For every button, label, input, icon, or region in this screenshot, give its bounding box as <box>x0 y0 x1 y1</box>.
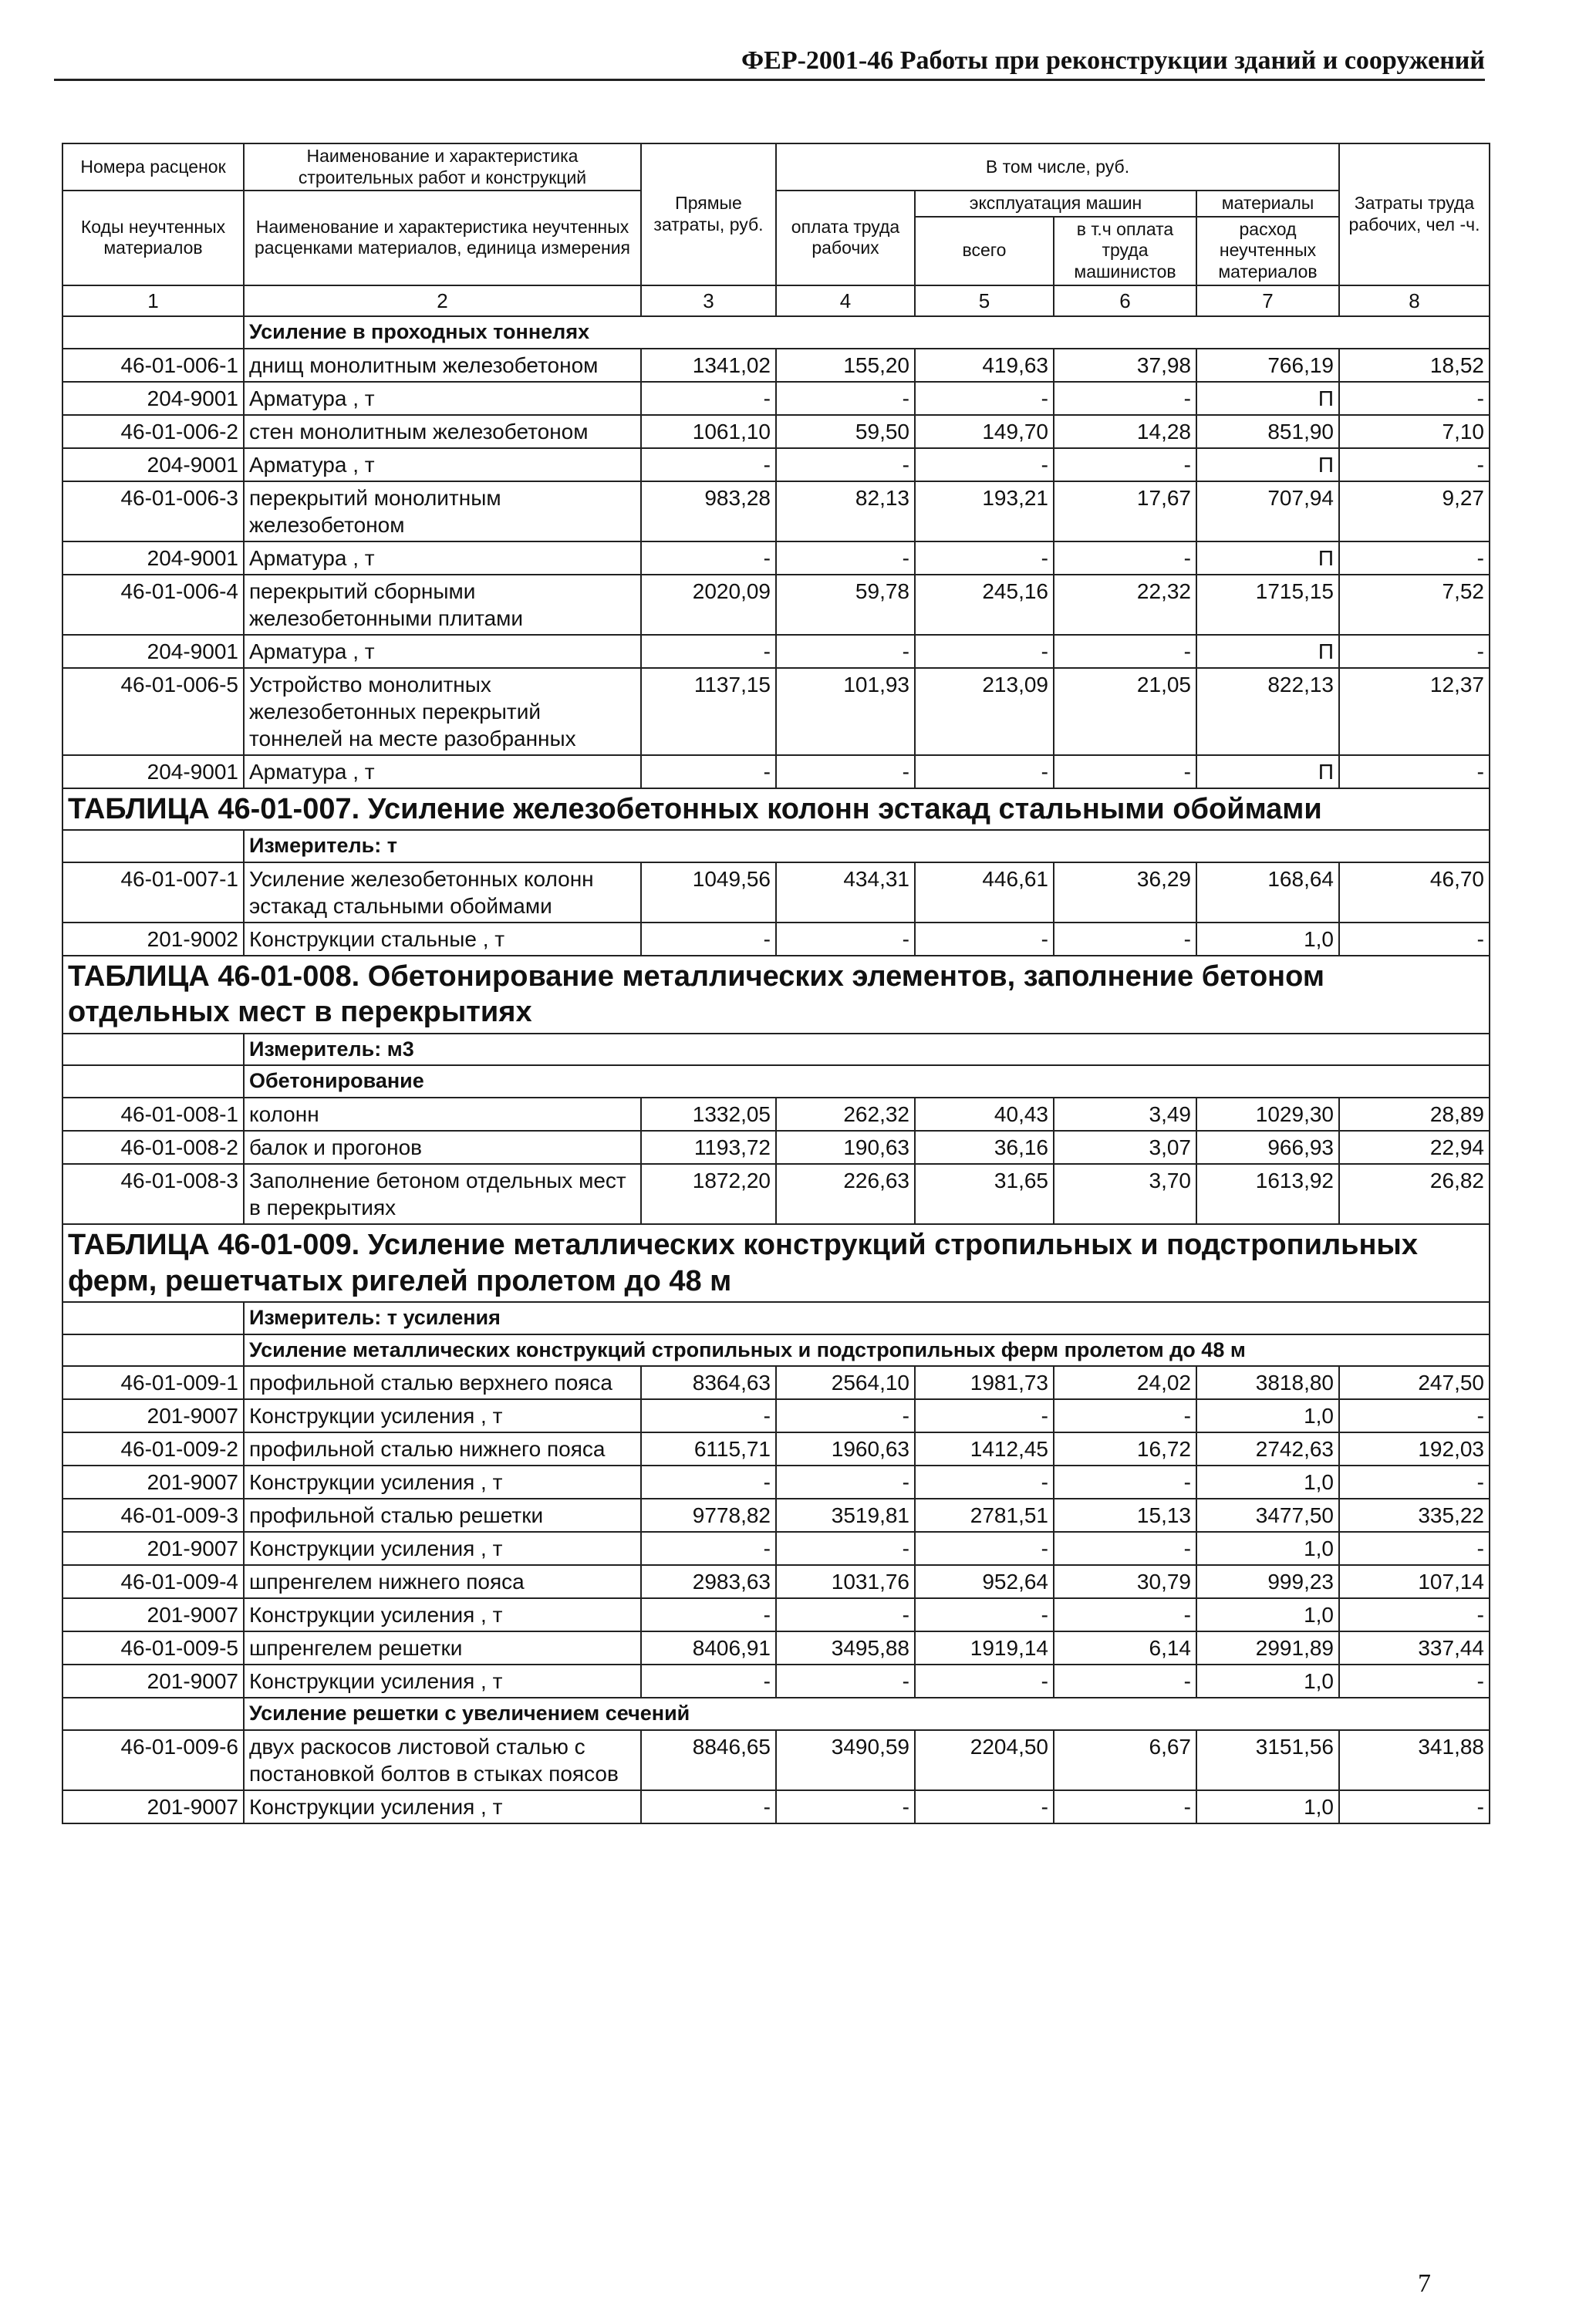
value-cell: 3495,88 <box>776 1631 915 1665</box>
value-cell: 1341,02 <box>641 349 776 382</box>
unit-spacer-cell <box>62 1302 244 1334</box>
column-number: 2 <box>244 285 641 317</box>
value-cell: 149,70 <box>915 415 1054 448</box>
value-cell: 168,64 <box>1196 862 1339 923</box>
table-row <box>62 1665 1490 1698</box>
value-cell: - <box>641 1532 776 1565</box>
value-cell: 1919,14 <box>915 1631 1054 1665</box>
table-row <box>62 1532 1490 1565</box>
table-row <box>62 448 1490 481</box>
value-cell: 2991,89 <box>1196 1631 1339 1665</box>
table-row <box>62 1164 1490 1224</box>
value-cell: - <box>1339 1790 1490 1823</box>
rate-code: 204-9001 <box>62 635 244 668</box>
value-cell: 59,78 <box>776 575 915 635</box>
work-name: перекрытий монолитным железобетоном <box>244 481 641 541</box>
unit-spacer-cell <box>62 1034 244 1066</box>
value-cell: 190,63 <box>776 1131 915 1164</box>
table-row <box>62 1466 1490 1499</box>
table-row <box>62 1790 1490 1823</box>
value-cell: - <box>776 635 915 668</box>
table-row <box>62 541 1490 575</box>
value-cell: 3519,81 <box>776 1499 915 1532</box>
value-cell: 1029,30 <box>1196 1098 1339 1131</box>
value-cell: - <box>1339 1466 1490 1499</box>
value-cell: - <box>641 1399 776 1432</box>
table-row <box>62 635 1490 668</box>
value-cell: 707,94 <box>1196 481 1339 541</box>
rate-code: 46-01-009-5 <box>62 1631 244 1665</box>
value-cell: 1960,63 <box>776 1432 915 1466</box>
value-cell: 82,13 <box>776 481 915 541</box>
value-cell: 107,14 <box>1339 1565 1490 1598</box>
column-number: 8 <box>1339 285 1490 317</box>
rate-code: 201-9007 <box>62 1399 244 1432</box>
rates-table <box>62 143 1490 1824</box>
value-cell: - <box>915 1665 1054 1698</box>
value-cell: - <box>776 923 915 956</box>
header-machinist-pay: в т.ч оплата труда машинистов <box>1054 217 1196 285</box>
value-cell: - <box>1054 1532 1196 1565</box>
heading-spacer-cell <box>62 1334 244 1367</box>
section-heading: Усиление в проходных тоннелях <box>244 316 1490 349</box>
value-cell: 262,32 <box>776 1098 915 1131</box>
value-cell: 1049,56 <box>641 862 776 923</box>
value-cell: 36,29 <box>1054 862 1196 923</box>
value-cell: - <box>1339 1399 1490 1432</box>
value-cell: 3,70 <box>1054 1164 1196 1224</box>
work-name: Арматура , т <box>244 635 641 668</box>
work-name: днищ монолитным железобетоном <box>244 349 641 382</box>
table-row <box>62 1098 1490 1131</box>
work-name: Арматура , т <box>244 755 641 788</box>
rate-code: 201-9007 <box>62 1598 244 1631</box>
value-cell: 434,31 <box>776 862 915 923</box>
value-cell: 341,88 <box>1339 1730 1490 1790</box>
material-value: 1,0 <box>1196 1399 1339 1432</box>
rate-code: 201-9007 <box>62 1665 244 1698</box>
work-name: Арматура , т <box>244 382 641 415</box>
value-cell: - <box>915 1790 1054 1823</box>
table-row <box>62 862 1490 923</box>
value-cell: 18,52 <box>1339 349 1490 382</box>
table-row <box>62 481 1490 541</box>
value-cell: - <box>1339 755 1490 788</box>
table-row <box>62 1730 1490 1790</box>
rate-code: 46-01-007-1 <box>62 862 244 923</box>
value-cell: 419,63 <box>915 349 1054 382</box>
value-cell: 3477,50 <box>1196 1499 1339 1532</box>
rate-code: 46-01-009-4 <box>62 1565 244 1598</box>
value-cell: - <box>915 1399 1054 1432</box>
work-name: профильной сталью верхнего пояса <box>244 1366 641 1399</box>
value-cell: 22,94 <box>1339 1131 1490 1164</box>
value-cell: - <box>776 1665 915 1698</box>
value-cell: 40,43 <box>915 1098 1054 1131</box>
table-row <box>62 575 1490 635</box>
heading-spacer-cell <box>62 1698 244 1730</box>
value-cell: - <box>641 755 776 788</box>
heading-spacer-cell <box>62 316 244 349</box>
value-cell: - <box>1054 1399 1196 1432</box>
value-cell: - <box>1339 635 1490 668</box>
header-work-name: Наименование и характеристика строительных работ и конструкций <box>244 143 641 191</box>
work-name: стен монолитным железобетоном <box>244 415 641 448</box>
value-cell: 31,65 <box>915 1164 1054 1224</box>
value-cell: - <box>776 1532 915 1565</box>
table-header-row <box>62 191 1490 217</box>
value-cell: - <box>641 923 776 956</box>
rate-code: 201-9007 <box>62 1466 244 1499</box>
value-cell: - <box>1054 923 1196 956</box>
work-name: Конструкции усиления , т <box>244 1532 641 1565</box>
value-cell: - <box>1054 448 1196 481</box>
rate-code: 46-01-009-3 <box>62 1499 244 1532</box>
value-cell: 213,09 <box>915 668 1054 755</box>
value-cell: - <box>1054 755 1196 788</box>
rate-code: 46-01-008-1 <box>62 1098 244 1131</box>
value-cell: 2564,10 <box>776 1366 915 1399</box>
value-cell: - <box>641 1790 776 1823</box>
value-cell: - <box>776 1598 915 1631</box>
column-number: 7 <box>1196 285 1339 317</box>
value-cell: 2204,50 <box>915 1730 1054 1790</box>
value-cell: - <box>1054 541 1196 575</box>
value-cell: 2020,09 <box>641 575 776 635</box>
value-cell: 247,50 <box>1339 1366 1490 1399</box>
section-heading-row <box>62 1065 1490 1098</box>
value-cell: 851,90 <box>1196 415 1339 448</box>
unit-label: Измеритель: т <box>244 830 1490 862</box>
page-header <box>54 31 1485 81</box>
value-cell: 15,13 <box>1054 1499 1196 1532</box>
value-cell: - <box>641 1598 776 1631</box>
table-title-row <box>62 788 1490 830</box>
section-heading-row <box>62 316 1490 349</box>
value-cell: 192,03 <box>1339 1432 1490 1466</box>
value-cell: 999,23 <box>1196 1565 1339 1598</box>
value-cell: - <box>915 923 1054 956</box>
unit-row <box>62 830 1490 862</box>
value-cell: 1193,72 <box>641 1131 776 1164</box>
material-value: 1,0 <box>1196 1532 1339 1565</box>
header-machines-total: всего <box>915 217 1054 285</box>
value-cell: - <box>1054 382 1196 415</box>
value-cell: 37,98 <box>1054 349 1196 382</box>
value-cell: 3818,80 <box>1196 1366 1339 1399</box>
rate-code: 46-01-009-2 <box>62 1432 244 1466</box>
value-cell: - <box>776 1399 915 1432</box>
value-cell: - <box>915 541 1054 575</box>
value-cell: 337,44 <box>1339 1631 1490 1665</box>
value-cell: - <box>776 541 915 575</box>
work-name: Конструкции усиления , т <box>244 1598 641 1631</box>
work-name: Конструкции усиления , т <box>244 1790 641 1823</box>
value-cell: 8364,63 <box>641 1366 776 1399</box>
table-row <box>62 1131 1490 1164</box>
value-cell: - <box>1054 1598 1196 1631</box>
work-name: Устройство монолитных железобетонных перекрытий тоннелей на месте разобранных <box>244 668 641 755</box>
header-labor-pay: оплата труда рабочих <box>776 191 915 285</box>
value-cell: 446,61 <box>915 862 1054 923</box>
rate-code: 46-01-009-6 <box>62 1730 244 1790</box>
table-row <box>62 1598 1490 1631</box>
value-cell: 1031,76 <box>776 1565 915 1598</box>
table-title-row <box>62 1224 1490 1302</box>
value-cell: 1981,73 <box>915 1366 1054 1399</box>
header-direct-costs: Прямые затраты, руб. <box>641 143 776 285</box>
value-cell: 30,79 <box>1054 1565 1196 1598</box>
value-cell: - <box>1339 1532 1490 1565</box>
value-cell: 193,21 <box>915 481 1054 541</box>
value-cell: - <box>915 1466 1054 1499</box>
value-cell: 1061,10 <box>641 415 776 448</box>
table-header-row <box>62 143 1490 191</box>
work-name: шпренгелем нижнего пояса <box>244 1565 641 1598</box>
column-number: 1 <box>62 285 244 317</box>
table-row <box>62 1399 1490 1432</box>
column-number-row <box>62 285 1490 317</box>
value-cell: 36,16 <box>915 1131 1054 1164</box>
unit-row <box>62 1302 1490 1334</box>
work-name: колонн <box>244 1098 641 1131</box>
rate-code: 46-01-009-1 <box>62 1366 244 1399</box>
value-cell: 12,37 <box>1339 668 1490 755</box>
value-cell: 14,28 <box>1054 415 1196 448</box>
unit-row <box>62 1034 1490 1066</box>
value-cell: - <box>641 541 776 575</box>
table-title: ТАБЛИЦА 46-01-008. Обетонирование металлических элементов, заполнение бетоном отдельных мест в перекрытиях <box>62 956 1490 1034</box>
value-cell: - <box>1339 923 1490 956</box>
material-value: 1,0 <box>1196 1665 1339 1698</box>
table-title: ТАБЛИЦА 46-01-007. Усиление железобетонных колонн эстакад стальными обоймами <box>62 788 1490 830</box>
value-cell: 8406,91 <box>641 1631 776 1665</box>
rate-code: 204-9001 <box>62 541 244 575</box>
value-cell: - <box>1054 1790 1196 1823</box>
value-cell: - <box>776 755 915 788</box>
work-name: Заполнение бетоном отдельных мест в перекрытиях <box>244 1164 641 1224</box>
value-cell: 245,16 <box>915 575 1054 635</box>
work-name: Арматура , т <box>244 448 641 481</box>
value-cell: 1872,20 <box>641 1164 776 1224</box>
value-cell: 3,49 <box>1054 1098 1196 1131</box>
value-cell: 21,05 <box>1054 668 1196 755</box>
value-cell: - <box>1339 448 1490 481</box>
column-number: 4 <box>776 285 915 317</box>
section-heading-row <box>62 1698 1490 1730</box>
table-row <box>62 1631 1490 1665</box>
table-row <box>62 1432 1490 1466</box>
value-cell: 155,20 <box>776 349 915 382</box>
value-cell: - <box>1339 382 1490 415</box>
rate-code: 46-01-006-4 <box>62 575 244 635</box>
value-cell: - <box>641 1665 776 1698</box>
value-cell: 966,93 <box>1196 1131 1339 1164</box>
value-cell: - <box>1339 541 1490 575</box>
header-machines: эксплуатация машин <box>915 191 1196 217</box>
value-cell: 1332,05 <box>641 1098 776 1131</box>
value-cell: 335,22 <box>1339 1499 1490 1532</box>
header-labor-hours: Затраты труда рабочих, чел -ч. <box>1339 143 1490 285</box>
header-including: В том числе, руб. <box>776 143 1339 191</box>
table-title: ТАБЛИЦА 46-01-009. Усиление металлических конструкций стропильных и подстропильных ферм, решетчатых ригелей пролетом до 48 м <box>62 1224 1490 1302</box>
value-cell: 16,72 <box>1054 1432 1196 1466</box>
value-cell: 226,63 <box>776 1164 915 1224</box>
heading-spacer-cell <box>62 1065 244 1098</box>
value-cell: 3151,56 <box>1196 1730 1339 1790</box>
work-name: Усиление железобетонных колонн эстакад стальными обоймами <box>244 862 641 923</box>
column-number: 3 <box>641 285 776 317</box>
value-cell: 59,50 <box>776 415 915 448</box>
value-cell: - <box>1339 1598 1490 1631</box>
material-value: П <box>1196 541 1339 575</box>
work-name: Конструкции усиления , т <box>244 1466 641 1499</box>
value-cell: 952,64 <box>915 1565 1054 1598</box>
table-row <box>62 415 1490 448</box>
value-cell: - <box>641 382 776 415</box>
rate-code: 204-9001 <box>62 382 244 415</box>
value-cell: 1715,15 <box>1196 575 1339 635</box>
table-row <box>62 382 1490 415</box>
value-cell: 7,52 <box>1339 575 1490 635</box>
value-cell: - <box>1339 1665 1490 1698</box>
table-row <box>62 923 1490 956</box>
work-name: Конструкции усиления , т <box>244 1399 641 1432</box>
value-cell: - <box>915 635 1054 668</box>
material-value: П <box>1196 448 1339 481</box>
value-cell: - <box>915 1598 1054 1631</box>
material-value: П <box>1196 635 1339 668</box>
table-title-row <box>62 956 1490 1034</box>
value-cell: - <box>1054 635 1196 668</box>
column-number: 5 <box>915 285 1054 317</box>
material-value: 1,0 <box>1196 923 1339 956</box>
header-materials: материалы <box>1196 191 1339 217</box>
value-cell: - <box>915 448 1054 481</box>
value-cell: 3,07 <box>1054 1131 1196 1164</box>
value-cell: 28,89 <box>1339 1098 1490 1131</box>
unit-spacer-cell <box>62 830 244 862</box>
value-cell: - <box>915 1532 1054 1565</box>
rate-code: 46-01-008-3 <box>62 1164 244 1224</box>
value-cell: 8846,65 <box>641 1730 776 1790</box>
header-material-names: Наименование и характеристика неучтенных расценками материалов, единица измерения <box>244 191 641 285</box>
value-cell: - <box>641 635 776 668</box>
value-cell: 2983,63 <box>641 1565 776 1598</box>
work-name: Конструкции усиления , т <box>244 1665 641 1698</box>
section-heading-row <box>62 1334 1490 1367</box>
rate-code: 46-01-006-3 <box>62 481 244 541</box>
value-cell: - <box>1054 1665 1196 1698</box>
value-cell: 101,93 <box>776 668 915 755</box>
value-cell: 22,32 <box>1054 575 1196 635</box>
rate-code: 201-9007 <box>62 1532 244 1565</box>
work-name: профильной сталью решетки <box>244 1499 641 1532</box>
rate-code: 201-9002 <box>62 923 244 956</box>
rate-code: 204-9001 <box>62 755 244 788</box>
material-value: 1,0 <box>1196 1466 1339 1499</box>
value-cell: - <box>915 382 1054 415</box>
value-cell: 26,82 <box>1339 1164 1490 1224</box>
rate-code: 46-01-006-5 <box>62 668 244 755</box>
value-cell: 7,10 <box>1339 415 1490 448</box>
value-cell: 822,13 <box>1196 668 1339 755</box>
value-cell: - <box>641 1466 776 1499</box>
value-cell: 9778,82 <box>641 1499 776 1532</box>
value-cell: 24,02 <box>1054 1366 1196 1399</box>
value-cell: 9,27 <box>1339 481 1490 541</box>
table-row <box>62 755 1490 788</box>
work-name: Арматура , т <box>244 541 641 575</box>
table-row <box>62 1565 1490 1598</box>
value-cell: 6,67 <box>1054 1730 1196 1790</box>
value-cell: 2781,51 <box>915 1499 1054 1532</box>
column-number: 6 <box>1054 285 1196 317</box>
section-heading: Усиление металлических конструкций стропильных и подстропильных ферм пролетом до 48 м <box>244 1334 1490 1367</box>
work-name: балок и прогонов <box>244 1131 641 1164</box>
material-value: 1,0 <box>1196 1598 1339 1631</box>
value-cell: - <box>776 448 915 481</box>
header-material-codes: Коды неучтенных материалов <box>62 191 244 285</box>
value-cell: 17,67 <box>1054 481 1196 541</box>
unit-label: Измеритель: м3 <box>244 1034 1490 1066</box>
table-row <box>62 349 1490 382</box>
value-cell: 6115,71 <box>641 1432 776 1466</box>
value-cell: 46,70 <box>1339 862 1490 923</box>
material-value: П <box>1196 755 1339 788</box>
rate-code: 46-01-006-2 <box>62 415 244 448</box>
table-row <box>62 1499 1490 1532</box>
rate-code: 46-01-008-2 <box>62 1131 244 1164</box>
value-cell: 3490,59 <box>776 1730 915 1790</box>
value-cell: 2742,63 <box>1196 1432 1339 1466</box>
rates-table-body <box>62 143 1490 1823</box>
value-cell: 1412,45 <box>915 1432 1054 1466</box>
section-heading: Обетонирование <box>244 1065 1490 1098</box>
work-name: перекрытий сборными железобетонными плитами <box>244 575 641 635</box>
unit-label: Измеритель: т усиления <box>244 1302 1490 1334</box>
value-cell: - <box>641 448 776 481</box>
header-rate-numbers: Номера расценок <box>62 143 244 191</box>
work-name: шпренгелем решетки <box>244 1631 641 1665</box>
value-cell: 1137,15 <box>641 668 776 755</box>
material-value: 1,0 <box>1196 1790 1339 1823</box>
value-cell: 983,28 <box>641 481 776 541</box>
work-name: профильной сталью нижнего пояса <box>244 1432 641 1466</box>
value-cell: - <box>776 1790 915 1823</box>
value-cell: 766,19 <box>1196 349 1339 382</box>
header-materials-unaccounted: расход неучтенных материалов <box>1196 217 1339 285</box>
value-cell: - <box>776 1466 915 1499</box>
value-cell: - <box>915 755 1054 788</box>
value-cell: 6,14 <box>1054 1631 1196 1665</box>
table-row <box>62 668 1490 755</box>
value-cell: - <box>1054 1466 1196 1499</box>
rate-code: 201-9007 <box>62 1790 244 1823</box>
work-name: Конструкции стальные , т <box>244 923 641 956</box>
value-cell: 1613,92 <box>1196 1164 1339 1224</box>
page-number: 7 <box>1418 2269 1431 2298</box>
page-header-title: ФЕР-2001-46 Работы при реконструкции зданий и сооружений <box>741 46 1485 75</box>
material-value: П <box>1196 382 1339 415</box>
section-heading: Усиление решетки с увеличением сечений <box>244 1698 1490 1730</box>
rate-code: 46-01-006-1 <box>62 349 244 382</box>
rate-code: 204-9001 <box>62 448 244 481</box>
table-row <box>62 1366 1490 1399</box>
work-name: двух раскосов листовой сталью с постановкой болтов в стыках поясов <box>244 1730 641 1790</box>
value-cell: - <box>776 382 915 415</box>
